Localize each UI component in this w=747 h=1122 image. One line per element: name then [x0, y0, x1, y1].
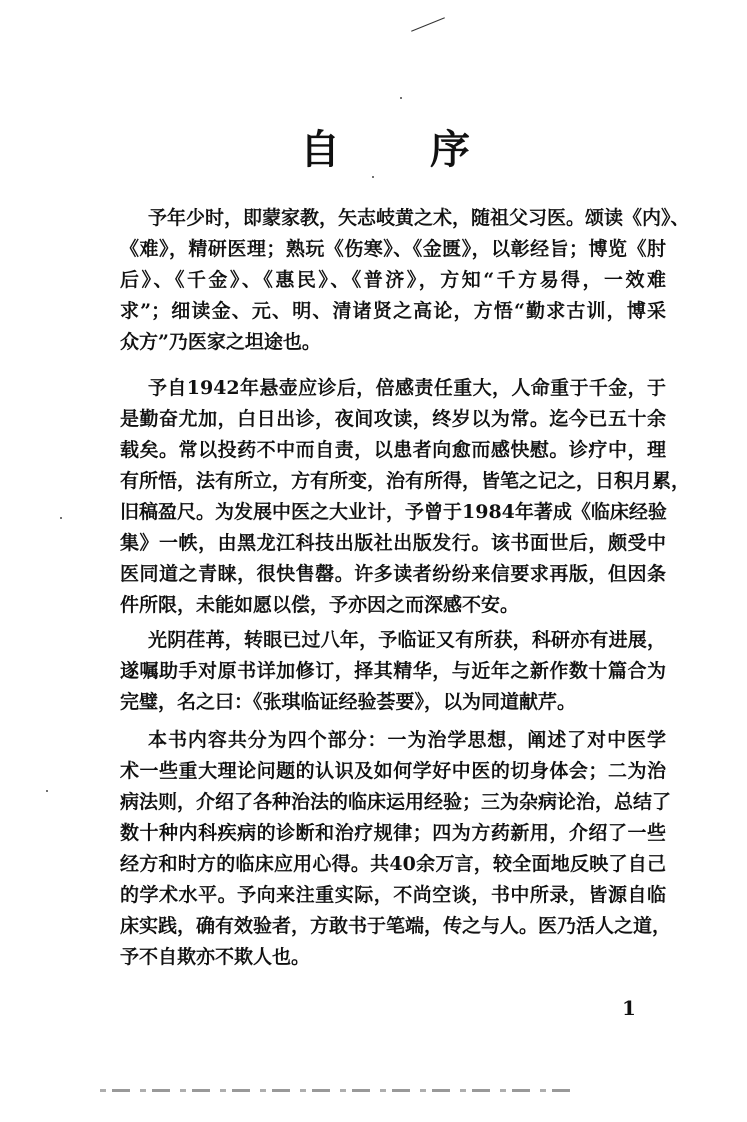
- text-line: 遂嘱助手对原书详加修订，择其精华，与近年之新作数十篇合为: [120, 660, 666, 682]
- page-number: 1: [622, 996, 636, 1020]
- paragraph: [120, 203, 690, 358]
- text-line: 是勤奋尤加，白日出诊，夜间攻读，终岁以为常。迄今已五十余: [120, 408, 666, 430]
- text-line: 术一些重大理论问题的认识及如何学好中医的切身体会；二为治: [120, 760, 666, 782]
- text-line: 予自1942年悬壶应诊后，倍感责任重大，人命重于千金，于: [148, 377, 666, 399]
- text-line: 经方和时方的临床应用心得。共40余万言，较全面地反映了自己: [120, 853, 666, 875]
- scan-mark: [411, 17, 445, 31]
- text-line: 床实践，确有效验者，方敢书于笔端，传之与人。医乃活人之道，: [120, 915, 672, 937]
- text-line: 病法则，介绍了各种治法的临床运用经验；三为杂病论治，总结了: [120, 791, 672, 813]
- text-line: 件所限，未能如愿以偿，予亦因之而深感不安。: [120, 594, 520, 616]
- scan-dot: [60, 517, 62, 519]
- text-line: 载矣。常以投药不中而自责，以患者向愈而感快慰。诊疗中，理: [120, 439, 666, 461]
- text-line: 后》、《千金》、《惠民》、《普济》，方知“千方易得，一效难: [120, 269, 666, 291]
- paragraph: [120, 625, 666, 718]
- text-line: 予年少时，即蒙家教，矢志岐黄之术，随祖父习医。颂读《内》、: [148, 207, 690, 229]
- scan-dot: [400, 97, 402, 99]
- text-line: 完璧，名之曰：《张琪临证经验荟要》，以为同道献芹。: [120, 691, 577, 713]
- text-line: 旧稿盈尺。为发展中医之大业计，予曾于1984年著成《临床经验: [120, 501, 667, 523]
- text-line: 集》一帙，由黑龙江科技出版社出版发行。该书面世后，颇受中: [120, 532, 666, 554]
- text-line: 医同道之青睐，很快售罄。许多读者纷纷来信要求再版，但因条: [120, 563, 666, 585]
- text-line: 《难》，精研医理；熟玩《伤寒》、《金匮》，以彰经旨；博览《肘: [120, 238, 666, 260]
- text-line: 光阴荏苒，转眼已过八年，予临证又有所获，科研亦有进展，: [148, 629, 666, 651]
- text-line: 众方”乃医家之坦途也。: [120, 331, 321, 353]
- text-line: 本书内容共分为四个部分：一为治学思想，阐述了对中医学: [148, 729, 666, 751]
- scan-noise: [100, 1089, 580, 1092]
- paragraph: [120, 725, 672, 973]
- text-line: 有所悟，法有所立，方有所变，治有所得，皆笔之记之，日积月累，: [120, 470, 691, 492]
- title-char: 自: [300, 126, 340, 173]
- scan-dot: [46, 790, 48, 792]
- text-line: 数十种内科疾病的诊断和治疗规律；四为方药新用，介绍了一些: [120, 822, 666, 844]
- page-title: [300, 122, 470, 178]
- title-char: 序: [430, 126, 470, 173]
- paragraph: [120, 373, 691, 621]
- text-line: 予不自欺亦不欺人也。: [120, 946, 311, 968]
- text-line: 的学术水平。予向来注重实际，不尚空谈，书中所录，皆源自临: [120, 884, 666, 906]
- text-line: 求”；细读金、元、明、清诸贤之高论，方悟“勤求古训，博采: [120, 300, 666, 322]
